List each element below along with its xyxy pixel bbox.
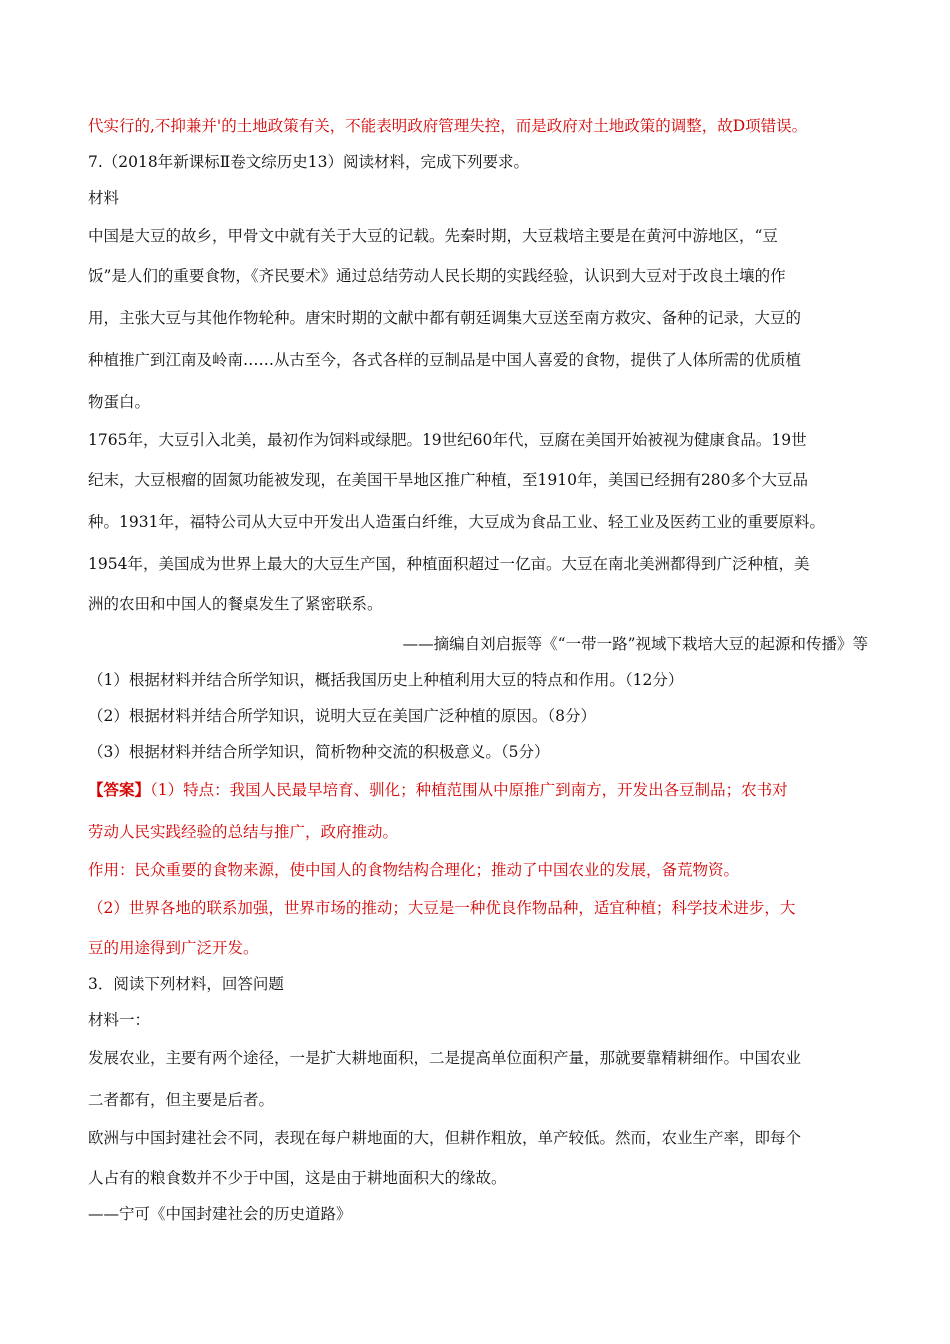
answer-explanation-line: 代实行的,不抑兼并'的土地政策有关，不能表明政府管理失控，而是政府对土地政策的调整，故D项错误。 (88, 117, 808, 135)
question-3-heading: 3．阅读下列材料，回答问题 (88, 975, 284, 993)
material-label: 材料 (88, 189, 120, 207)
question-part-3: （3）根据材料并结合所学知识，简析物种交流的积极意义。（5分） (88, 743, 550, 761)
material-one-label: 材料一： (88, 1011, 151, 1029)
question-part-1: （1）根据材料并结合所学知识，概括我国历史上种植利用大豆的特点和作用。（12分） (88, 671, 684, 689)
material-one-paragraph-line: 二者都有，但主要是后者。 (88, 1091, 275, 1109)
material-one-source: ——宁可《中国封建社会的历史道路》 (88, 1205, 352, 1223)
answer-line: 劳动人民实践经验的总结与推广，政府推动。 (88, 823, 399, 841)
answer-line: 作用：民众重要的食物来源，使中国人的食物结构合理化；推动了中国农业的发展，备荒物资。 (88, 861, 740, 879)
answer-label: 【答案】 (88, 780, 151, 799)
answer-line: 豆的用途得到广泛开发。 (88, 939, 259, 957)
material-paragraph-line: 纪末，大豆根瘤的固氮功能被发现，在美国干旱地区推广种植，至1910年，美国已经拥有280多个大豆品 (88, 471, 809, 489)
answer-line (88, 779, 868, 801)
material-paragraph-line: 种植推广到江南及岭南……从古至今，各式各样的豆制品是中国人喜爱的食物，提供了人体所需的优质植 (88, 351, 802, 369)
material-paragraph-line: 中国是大豆的故乡，甲骨文中就有关于大豆的记载。先秦时期，大豆栽培主要是在黄河中游地区，“豆 (88, 227, 778, 245)
material-paragraph-line: 用，主张大豆与其他作物轮种。唐宋时期的文献中都有朝廷调集大豆送至南方救灾、备种的记录，大豆的 (88, 309, 802, 327)
answer-text: （1）特点：我国人民最早培育、驯化；种植范围从中原推广到南方，开发出各豆制品；农书对 (150, 781, 788, 799)
material-one-paragraph-line: 人占有的粮食数并不少于中国，这是由于耕地面积大的缘故。 (88, 1169, 507, 1187)
material-paragraph-line: 洲的农田和中国人的餐桌发生了紧密联系。 (88, 595, 383, 613)
material-one-paragraph-line: 发展农业，主要有两个途径，一是扩大耕地面积，二是提高单位面积产量，那就要靠精耕细作。中国农业 (88, 1049, 802, 1067)
material-paragraph-line: 饭”是人们的重要食物，《齐民要术》通过总结劳动人民长期的实践经验，认识到大豆对于改良土壤的作 (88, 267, 786, 285)
material-paragraph-line: 1765年，大豆引入北美，最初作为饲料或绿肥。19世纪60年代，豆腐在美国开始被视为健康食品。19世 (88, 431, 807, 449)
material-source: ——摘编自刘启振等《“一带一路”视域下栽培大豆的起源和传播》等 (402, 635, 868, 653)
material-paragraph-line: 1954年，美国成为世界上最大的大豆生产国，种植面积超过一亿亩。大豆在南北美洲都得到广泛种植，美 (88, 555, 810, 573)
material-paragraph-line: 种。1931年，福特公司从大豆中开发出人造蛋白纤维，大豆成为食品工业、轻工业及医药工业的重要原料。 (88, 513, 825, 531)
question-part-2: （2）根据材料并结合所学知识，说明大豆在美国广泛种植的原因。（8分） (88, 707, 596, 725)
material-paragraph-line: 物蛋白。 (88, 393, 151, 411)
answer-line: （2）世界各地的联系加强，世界市场的推动；大豆是一种优良作物品种，适宜种植；科学技术进步，大 (88, 899, 796, 917)
question-7-heading: 7.（2018年新课标Ⅱ卷文综历史13）阅读材料，完成下列要求。 (88, 153, 529, 171)
material-one-paragraph-line: 欧洲与中国封建社会不同，表现在每户耕地面的大，但耕作粗放，单产较低。然而，农业生产率，即每个 (88, 1129, 802, 1147)
